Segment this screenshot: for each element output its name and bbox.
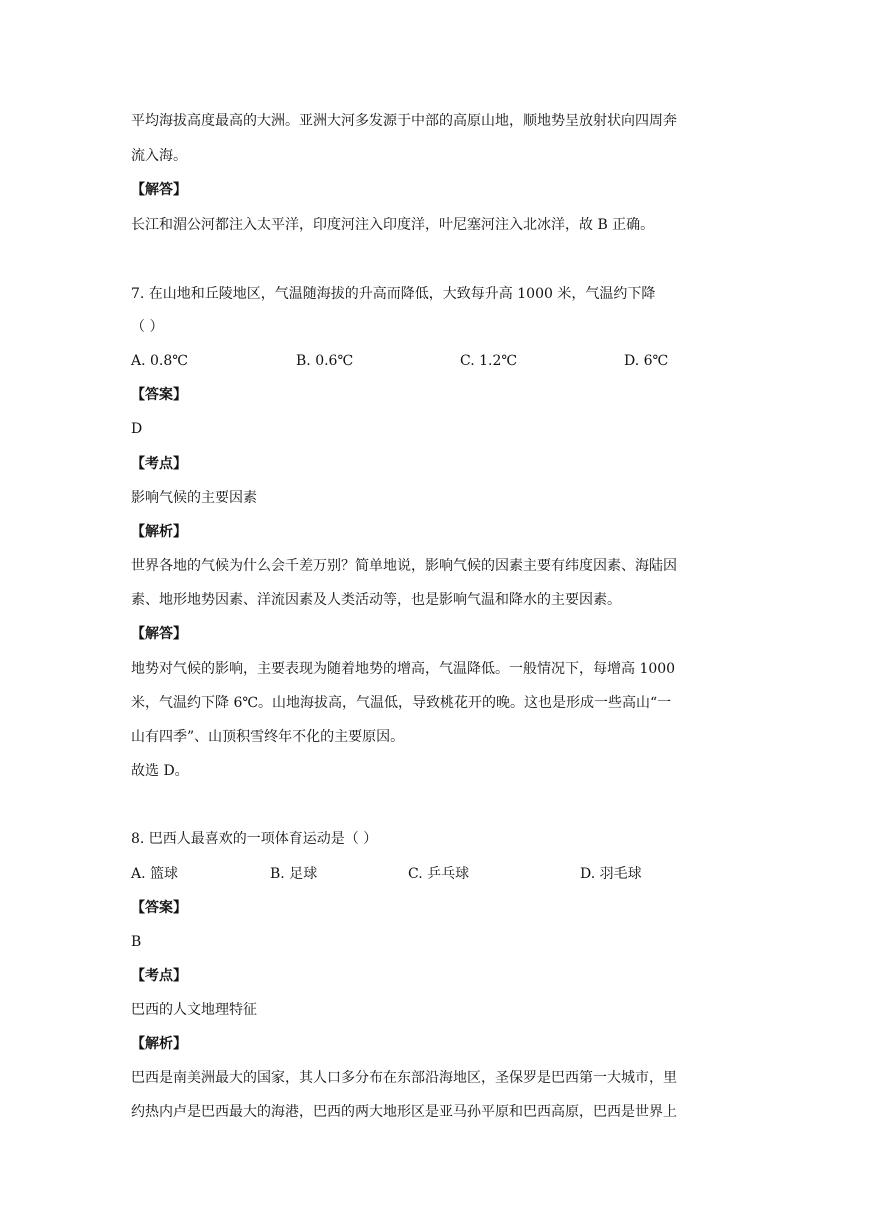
jiexi-line: 素、地形地势因素、洋流因素及人类活动等，也是影响气温和降水的主要因素。 [131, 592, 621, 608]
jieda-line: 地势对气候的影响，主要表现为随着地势的增高，气温降低。一般情况下，每增高 1000 [131, 661, 676, 677]
text-line: 流入海。 [131, 148, 187, 164]
jieda-line: 山有四季”、山顶积雪终年不化的主要原因。 [131, 729, 405, 745]
jiexi-line: 巴西是南美洲最大的国家，其人口多分布在东部沿海地区，圣保罗是巴西第一大城市，里 [131, 1070, 677, 1086]
jieda-line: 故选 D。 [131, 763, 189, 779]
kaodian-text: 巴西的人文地理特征 [131, 1002, 257, 1018]
option-d: D. 6℃ [624, 353, 669, 369]
text-line: 长江和湄公河都注入太平洋，印度河注入印度洋，叶尼塞河注入北冰洋，故 B 正确。 [131, 217, 655, 233]
jieda-line: 米，气温约下降 6℃。山地海拔高，气温低，导致桃花开的晚。这也是形成一些高山“一 [131, 695, 672, 711]
option-c: C. 1.2℃ [460, 353, 518, 369]
question-8-stem: 8. 巴西人最喜欢的一项体育运动是（ ） [131, 831, 378, 847]
text-line: 平均海拔高度最高的大洲。亚洲大河多发源于中部的高原山地，顺地势呈放射状向四周奔 [131, 113, 677, 129]
jiexi-line: 世界各地的气候为什么会千差万别？简单地说，影响气候的因素主要有纬度因素、海陆因 [131, 558, 677, 574]
jiexi-heading: 【解析】 [131, 524, 187, 540]
option-a: A. 篮球 [131, 866, 179, 882]
jieda-heading: 【解答】 [131, 626, 187, 642]
answer-heading: 【答案】 [131, 900, 187, 916]
kaodian-heading: 【考点】 [131, 968, 187, 984]
answer-value: B [131, 934, 142, 950]
answer-bracket: （ ） [131, 319, 164, 335]
option-c: C. 乒乓球 [408, 866, 470, 882]
option-d: D. 羽毛球 [580, 866, 642, 882]
jiexi-line: 约热内卢是巴西最大的海港，巴西的两大地形区是亚马孙平原和巴西高原，巴西是世界上 [131, 1104, 677, 1120]
option-b: B. 足球 [270, 866, 318, 882]
kaodian-text: 影响气候的主要因素 [131, 490, 257, 506]
option-b: B. 0.6℃ [296, 353, 354, 369]
answer-value: D [131, 421, 143, 437]
kaodian-heading: 【考点】 [131, 456, 187, 472]
section-heading: 【解答】 [131, 182, 187, 198]
question-7-stem: 7. 在山地和丘陵地区，气温随海拔的升高而降低，大致每升高 1000 米，气温约下降 [131, 286, 656, 302]
answer-heading: 【答案】 [131, 387, 187, 403]
option-a: A. 0.8℃ [131, 353, 188, 369]
jiexi-heading: 【解析】 [131, 1036, 187, 1052]
